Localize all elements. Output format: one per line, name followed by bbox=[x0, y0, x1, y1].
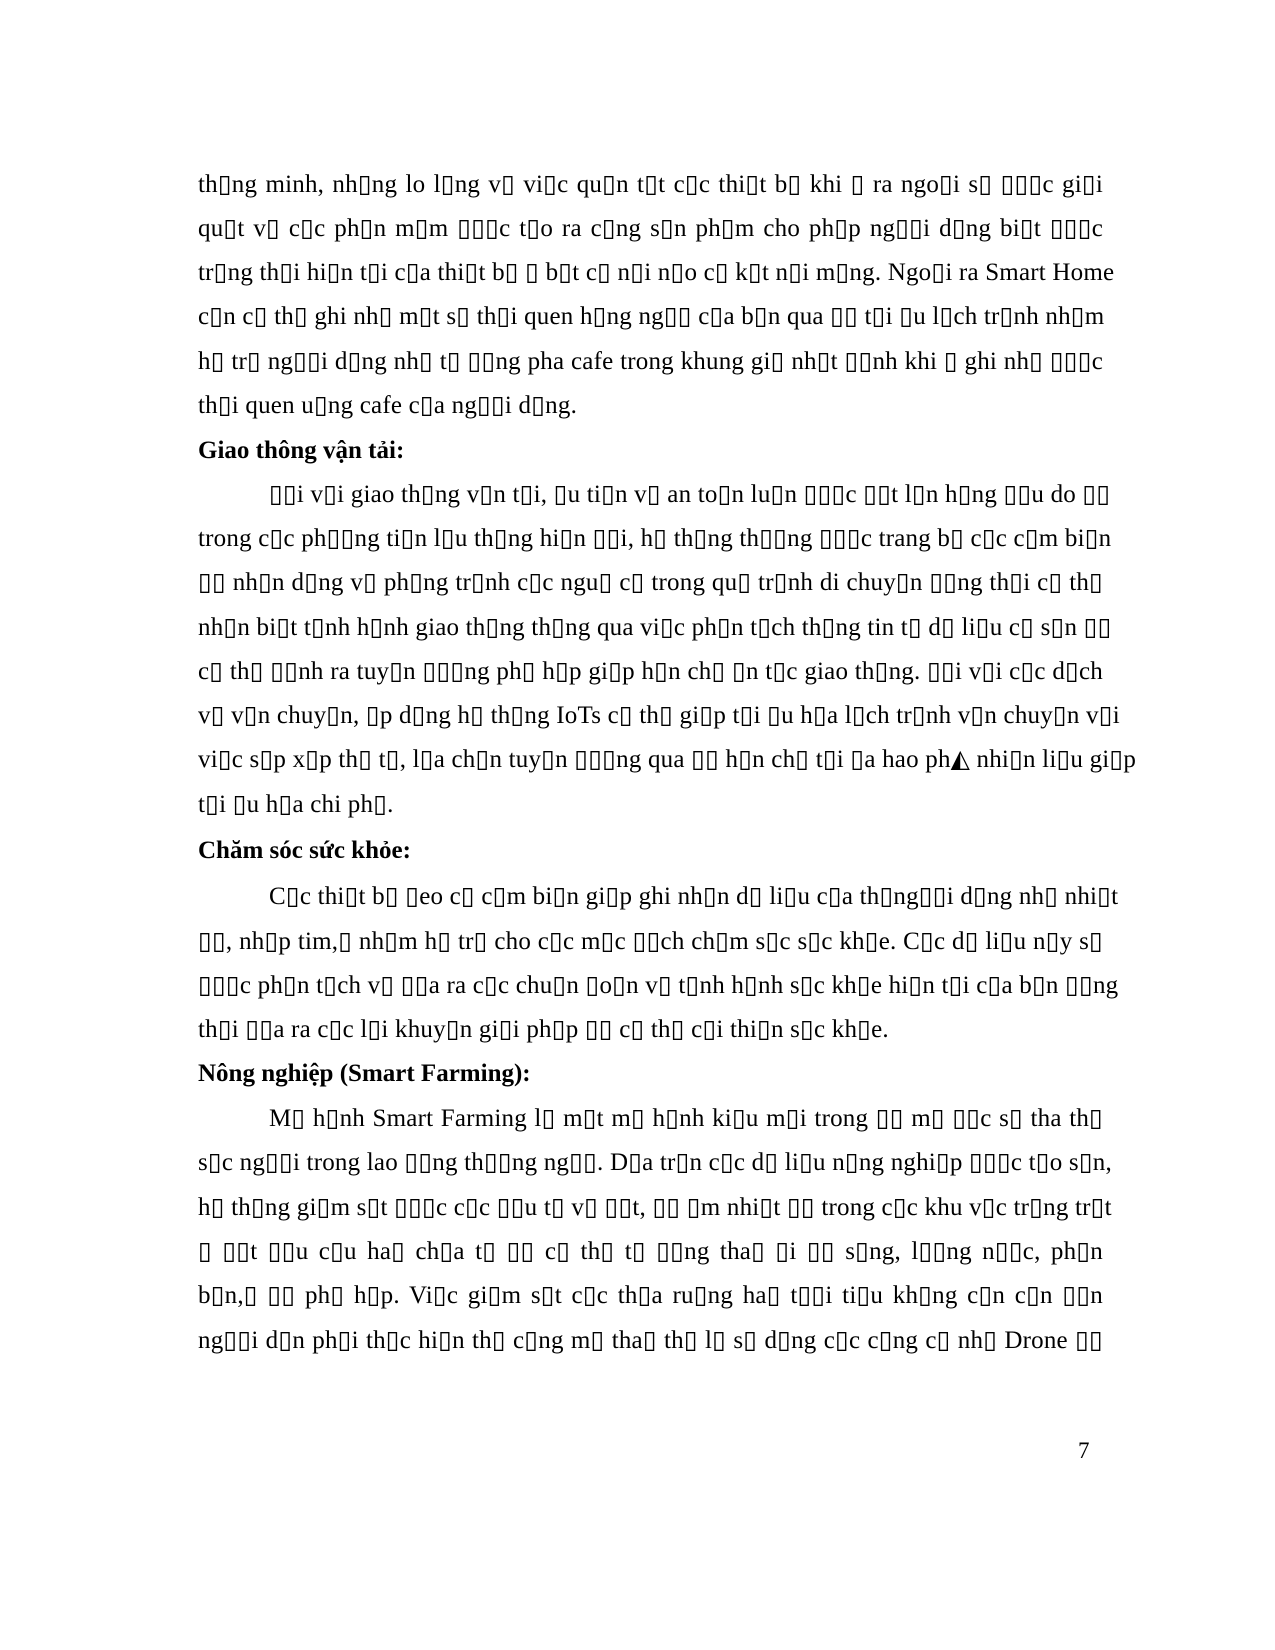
paragraph-line: nh▯n bi▯t t▯nh h▯nh giao th▯ng th▯ng qua vi▯c ph▯n t▯ch th▯ng tin t▯ d▯ li▯u c▯ s▯n ▯▯ bbox=[198, 614, 1112, 641]
paragraph-line: ▯▯, nh▯p tim,▯ nh▯m h▯ tr▯ cho c▯c m▯c ▯▯ch ch▯m s▯c s▯c kh▯e. C▯c d▯ li▯u n▯y s▯ bbox=[198, 928, 1103, 955]
paragraph-line: trong c▯c ph▯▯ng ti▯n l▯u th▯ng hi▯n ▯▯i, h▯ th▯ng th▯▯ng ▯▯▯c trang b▯ c▯c c▯m bi▯n bbox=[198, 525, 1112, 552]
paragraph-line: C▯c thi▯t b▯ ▯eo c▯ c▯m bi▯n gi▯p ghi nh▯n d▯ li▯u c▯a th▯ng▯▯i d▯ng nh▯ nhi▯t bbox=[269, 883, 1119, 910]
paragraph-line: c▯ th▯ ▯▯nh ra tuy▯n ▯▯▯ng ph▯ h▯p gi▯p h▯n ch▯ ▯n t▯c giao th▯ng. ▯▯i v▯i c▯c d▯ch bbox=[198, 658, 1103, 685]
paragraph-line: b▯n,▯ ▯▯ ph▯ h▯p. Vi▯c gi▯m s▯t c▯c th▯a ru▯ng ha▯ t▯▯i ti▯u kh▯ng c▯n c▯n ▯▯n bbox=[198, 1282, 1103, 1309]
paragraph-line: ▯▯i v▯i giao th▯ng v▯n t▯i, ▯u ti▯n v▯ an to▯n lu▯n ▯▯▯c ▯▯t l▯n h▯ng ▯▯u do ▯▯ bbox=[269, 481, 1111, 508]
heading-agriculture: Nông nghiệp (Smart Farming): bbox=[198, 1060, 531, 1087]
paragraph-line: vi▯c s▯p x▯p th▯ t▯, l▯a ch▯n tuy▯n ▯▯▯ng qua ▯▯ h▯n ch▯ t▯i ▯a hao ph◭ nhi▯n li▯u gi▯p bbox=[198, 746, 1137, 773]
paragraph-line: th▯i quen u▯ng cafe c▯a ng▯▯i d▯ng. bbox=[198, 392, 578, 419]
paragraph-line: t▯i ▯u h▯a chi ph▯. bbox=[198, 791, 394, 818]
paragraph-line: th▯i ▯▯a ra c▯c l▯i khuy▯n gi▯i ph▯p ▯▯ c▯ th▯ c▯i thi▯n s▯c kh▯e. bbox=[198, 1016, 889, 1043]
heading-transport: Giao thông vận tải: bbox=[198, 437, 405, 464]
paragraph-line: qu▯t v▯ c▯c ph▯n m▯m ▯▯▯c t▯o ra c▯ng s▯n ph▯m cho ph▯p ng▯▯i d▯ng bi▯t ▯▯▯c bbox=[198, 215, 1103, 242]
paragraph-line: v▯ v▯n chuy▯n, ▯p d▯ng h▯ th▯ng IoTs c▯ th▯ gi▯p t▯i ▯u h▯a l▯ch tr▯nh v▯n chuy▯n v▯i bbox=[198, 702, 1120, 729]
heading-health: Chăm sóc sức khỏe: bbox=[198, 837, 411, 864]
page-number: 7 bbox=[1078, 1438, 1090, 1463]
paragraph-line: ▯▯▯c ph▯n t▯ch v▯ ▯▯a ra c▯c chu▯n ▯o▯n v▯ t▯nh h▯nh s▯c kh▯e hi▯n t▯i c▯a b▯n ▯▯ng bbox=[198, 972, 1119, 999]
paragraph-line: s▯c ng▯▯i trong lao ▯▯ng th▯▯ng ng▯▯. D▯a tr▯n c▯c d▯ li▯u n▯ng nghi▯p ▯▯▯c t▯o s▯n, bbox=[198, 1149, 1112, 1176]
paragraph-line: tr▯ng th▯i hi▯n t▯i c▯a thi▯t b▯ ▯ b▯t c▯ n▯i n▯o c▯ k▯t n▯i m▯ng. Ngo▯i ra Smart Home bbox=[198, 259, 1115, 286]
paragraph-line: h▯ th▯ng gi▯m s▯t ▯▯▯c c▯c ▯▯u t▯ v▯ ▯▯t, ▯▯ ▯m nhi▯t ▯▯ trong c▯c khu v▯c tr▯ng tr▯t bbox=[198, 1194, 1112, 1221]
paragraph-line: h▯ tr▯ ng▯▯i d▯ng nh▯ t▯ ▯▯ng pha cafe trong khung gi▯ nh▯t ▯▯nh khi ▯ ghi nh▯ ▯▯▯c bbox=[198, 348, 1103, 375]
paragraph-line: ▯▯ nh▯n d▯ng v▯ ph▯ng tr▯nh c▯c ngu▯ c▯ trong qu▯ tr▯nh di chuy▯n ▯▯ng th▯i c▯ th▯ bbox=[198, 569, 1103, 596]
paragraph-line: ▯ ▯▯t ▯▯u c▯u ha▯ ch▯a t▯ ▯▯ c▯ th▯ t▯ ▯▯ng tha▯ ▯i ▯▯ s▯ng, l▯▯ng n▯▯c, ph▯n bbox=[198, 1238, 1103, 1265]
paragraph-line: th▯ng minh, nh▯ng lo l▯ng v▯ vi▯c qu▯n t▯t c▯c thi▯t b▯ khi ▯ ra ngo▯i s▯ ▯▯▯c gi▯i bbox=[198, 171, 1103, 198]
paragraph-line: c▯n c▯ th▯ ghi nh▯ m▯t s▯ th▯i quen h▯ng ng▯▯ c▯a b▯n qua ▯▯ t▯i ▯u l▯ch tr▯nh nh▯m bbox=[198, 303, 1105, 330]
paragraph-line: M▯ h▯nh Smart Farming l▯ m▯t m▯ h▯nh ki▯u m▯i trong ▯▯ m▯ ▯▯c s▯ tha th▯ bbox=[269, 1105, 1103, 1132]
paragraph-line: ng▯▯i d▯n ph▯i th▯c hi▯n th▯ c▯ng m▯ tha▯ th▯ l▯ s▯ d▯ng c▯c c▯ng c▯ nh▯ Drone ▯▯ bbox=[198, 1327, 1103, 1354]
